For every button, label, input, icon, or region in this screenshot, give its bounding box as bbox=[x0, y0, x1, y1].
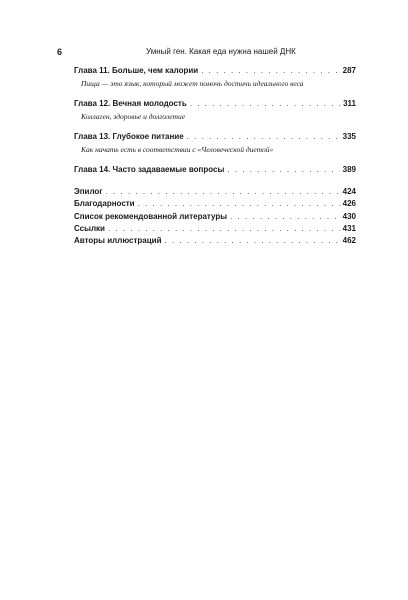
dot-leader bbox=[230, 212, 340, 222]
toc-entry-page: 287 bbox=[342, 66, 356, 75]
dot-leader bbox=[187, 132, 340, 142]
toc-entry-title: Глава 12. Вечная молодость bbox=[74, 99, 187, 108]
toc-entry[interactable] bbox=[74, 99, 356, 109]
toc-entry-page: 462 bbox=[342, 236, 356, 246]
toc-entry-page: 389 bbox=[342, 165, 356, 174]
toc-entry-page: 430 bbox=[342, 211, 356, 221]
toc-entry-page: 426 bbox=[342, 199, 356, 209]
running-head: Умный ген. Какая еда нужна нашей ДНК bbox=[146, 47, 296, 56]
toc-chapter-subtitle: Пища — это язык, который может помочь достичь идеального веса bbox=[81, 79, 304, 88]
toc-entry[interactable] bbox=[74, 165, 356, 175]
toc-entry-page: 335 bbox=[342, 132, 356, 141]
toc-entry-reading-list[interactable] bbox=[74, 212, 356, 222]
dot-leader bbox=[227, 165, 339, 175]
toc-chapter-12 bbox=[74, 99, 356, 122]
toc-entry-title: Ссылки bbox=[74, 223, 105, 233]
dot-leader bbox=[106, 187, 340, 197]
table-of-contents bbox=[74, 66, 356, 248]
toc-entry-title: Глава 13. Глубокое питание bbox=[74, 132, 184, 141]
toc-entry-title: Эпилог bbox=[74, 187, 103, 196]
toc-entry[interactable] bbox=[74, 66, 356, 76]
toc-chapter-14 bbox=[74, 165, 356, 175]
toc-entry-references[interactable] bbox=[74, 224, 356, 234]
page-number: 6 bbox=[57, 47, 63, 57]
toc-chapter-13 bbox=[74, 132, 356, 155]
toc-entry-page: 431 bbox=[342, 223, 356, 233]
toc-entry-illustration-credits[interactable] bbox=[74, 236, 356, 246]
toc-chapter-11 bbox=[74, 66, 356, 89]
toc-chapter-subtitle: Коллаген, здоровье и долголетие bbox=[81, 112, 186, 121]
toc-back-matter bbox=[74, 187, 356, 246]
dot-leader bbox=[165, 236, 340, 246]
toc-entry-page: 424 bbox=[342, 187, 356, 196]
dot-leader bbox=[190, 99, 340, 109]
dot-leader bbox=[201, 66, 339, 76]
toc-entry-acknowledgements[interactable] bbox=[74, 199, 356, 209]
dot-leader bbox=[138, 199, 340, 209]
toc-chapter-subtitle: Как начать есть в соответствии с «Человеческой диетой» bbox=[81, 145, 274, 154]
toc-entry-title: Авторы иллюстраций bbox=[74, 236, 162, 246]
toc-entry-title: Список рекомендованной литературы bbox=[74, 211, 228, 221]
toc-entry-page: 311 bbox=[343, 99, 356, 108]
toc-entry-title: Глава 11. Больше, чем калории bbox=[74, 66, 199, 75]
dot-leader bbox=[108, 224, 340, 234]
toc-entry-title: Благодарности bbox=[74, 199, 135, 209]
toc-entry[interactable] bbox=[74, 132, 356, 142]
toc-entry-epilogue[interactable] bbox=[74, 187, 356, 197]
toc-entry-title: Глава 14. Часто задаваемые вопросы bbox=[74, 165, 225, 174]
